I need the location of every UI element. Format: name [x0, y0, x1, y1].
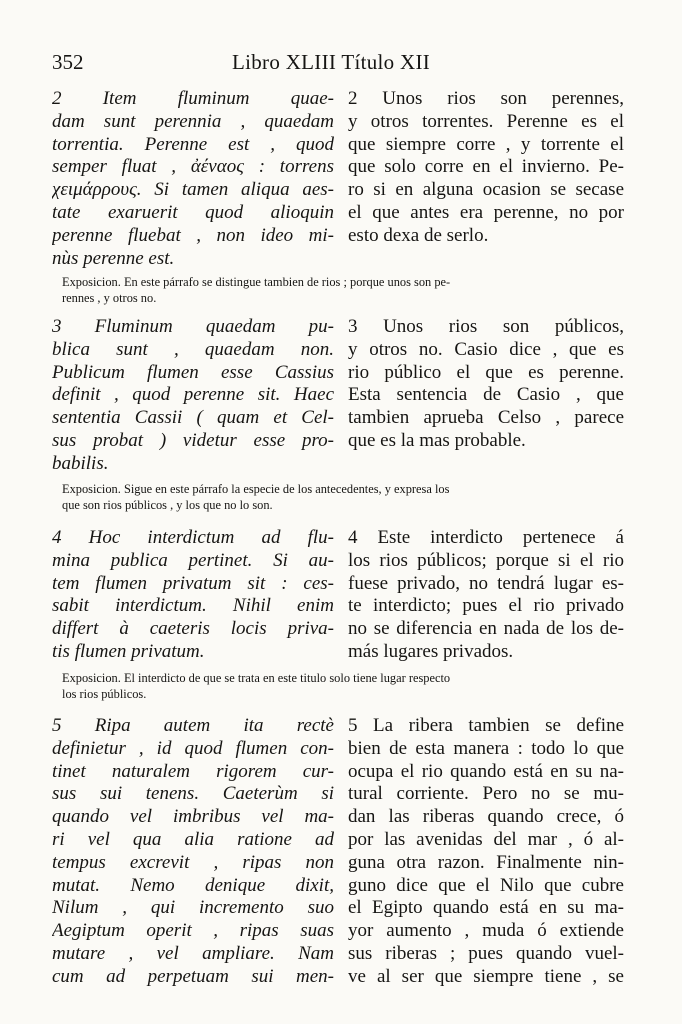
text-line: bien de esta manera : todo lo que — [348, 737, 624, 759]
text-line: definit , quod perenne sit. Haec — [52, 384, 334, 406]
note-line: Exposicion. El interdicto de que se trata en este titulo solo tiene lugar respecto — [62, 671, 451, 685]
text-line: dam sunt perennia , quaedam — [52, 110, 334, 132]
text-line: torrentia. Perenne est , quod — [52, 133, 334, 155]
text-line: rio público el que es perenne. — [348, 361, 624, 383]
spanish-text — [348, 715, 624, 989]
text-line: que solo corre en el invierno. Pe- — [348, 156, 624, 178]
text-line: sus sui tenens. Caeterùm si — [52, 783, 334, 805]
text-line: χειμάρρους. Si tamen aliqua aes- — [52, 179, 334, 201]
note-line: Exposicion. En este párrafo se distingue tambien de rios ; porque unos son pe- — [62, 275, 451, 289]
text-line: sus riberas ; pues quando vuel- — [348, 942, 624, 964]
text-line: por las avenidas del mar , ó al- — [348, 828, 624, 850]
text-line: 5 Ripa autem ita rectè — [52, 715, 334, 736]
spanish-text — [348, 88, 624, 248]
text-line: más lugares privados. — [348, 640, 514, 662]
text-line: tate exaruerit quod alioquin — [52, 201, 334, 223]
text-line: tambien aprueba Celso , parece — [348, 407, 624, 429]
exposicion-note — [62, 275, 624, 306]
text-line: el que antes era perenne, no por — [348, 201, 624, 223]
text-line: 4 Este interdicto pertenece á — [348, 527, 624, 548]
text-line: Esta sentencia de Casio , que — [348, 384, 624, 406]
text-line: Publicum flumen esse Cassius — [52, 361, 334, 383]
page-number: 352 — [52, 50, 84, 74]
text-line: Aegiptum operit , ripas suas — [52, 920, 334, 942]
text-line: semper fluat , ἀέναος : torrens — [52, 156, 334, 178]
running-title: Libro XLIII Título XII — [232, 50, 431, 74]
text-line: perenne fluebat , non ideo mi- — [52, 224, 334, 246]
text-line: que siempre corre , y torrente el — [348, 133, 624, 155]
latin-text — [52, 715, 334, 989]
text-line: fuese privado, no tendrá lugar es- — [348, 572, 624, 594]
text-line: ro si en alguna ocasion se secase — [348, 179, 624, 201]
spanish-text — [348, 527, 624, 664]
text-line: tem flumen privatum sit : ces- — [52, 572, 334, 594]
text-line: tis flumen privatum. — [52, 640, 205, 662]
exposicion-note — [62, 671, 624, 702]
text-line: esto dexa de serlo. — [348, 224, 489, 246]
text-line: sus probat ) videtur esse pro- — [52, 429, 334, 451]
text-line: dan las riberas quando crece, ó — [348, 806, 624, 828]
latin-text — [52, 316, 334, 476]
exposicion-note — [62, 482, 624, 513]
text-line: cum ad perpetuam sui men- — [52, 965, 334, 987]
latin-text — [52, 88, 334, 270]
text-line: y otros no. Casio dice , que es — [348, 338, 624, 360]
text-line: mina publica pertinet. Si au- — [52, 549, 334, 571]
text-line: mutare , vel ampliare. Nam — [52, 942, 334, 964]
text-line: sententia Cassii ( quam et Cel- — [52, 407, 334, 429]
text-line: Nilum , qui incremento suo — [52, 897, 334, 919]
text-line: los rios públicos; porque si el rio — [348, 549, 624, 571]
text-line: ve al ser que siempre tiene , se — [348, 965, 624, 987]
text-line: te interdicto; pues el rio privado — [348, 595, 624, 617]
text-line: guna otra razon. Finalmente nin- — [348, 851, 624, 873]
text-line: tinet naturalem rigorem cur- — [52, 760, 334, 782]
page-header — [52, 50, 622, 80]
note-line: que son rios públicos , y los que no lo son. — [62, 497, 273, 512]
text-line: tural corriente. Pero no se mu- — [348, 783, 624, 805]
text-line: el Egipto quando está en su ma- — [348, 897, 624, 919]
text-line: sabit interdictum. Nihil enim — [52, 595, 334, 617]
text-line: blica sunt , quaedam non. — [52, 338, 334, 360]
text-line: yor aumento , muda ó extiende — [348, 920, 624, 942]
text-line: nùs perenne est. — [52, 247, 175, 269]
text-line: no se diferencia en nada de los de- — [348, 618, 624, 640]
text-line: ri vel qua alia ratione ad — [52, 828, 334, 850]
text-line: ocupa el rio quando está en su na- — [348, 760, 624, 782]
text-line: babilis. — [52, 452, 109, 474]
text-line: 3 Unos rios son públicos, — [348, 316, 624, 337]
text-line: guno dice que el Nilo que cubre — [348, 874, 624, 896]
text-line: 2 Item fluminum quae- — [52, 88, 334, 109]
text-line: que es la mas probable. — [348, 429, 526, 451]
text-line: 3 Fluminum quaedam pu- — [52, 316, 334, 337]
latin-text — [52, 527, 334, 664]
text-line: tempus excrevit , ripas non — [52, 851, 334, 873]
spanish-text — [348, 316, 624, 453]
text-line: differt à caeteris locis priva- — [52, 618, 334, 640]
text-line: 5 La ribera tambien se define — [348, 715, 624, 736]
text-line: 2 Unos rios son perennes, — [348, 88, 624, 109]
note-line: Exposicion. Sigue en este párrafo la especie de los antecedentes, y expresa los — [62, 482, 450, 496]
note-line: los rios públicos. — [62, 686, 147, 701]
text-line: quando vel imbribus vel ma- — [52, 806, 334, 828]
text-line: y otros torrentes. Perenne es el — [348, 110, 624, 132]
text-line: definietur , id quod flumen con- — [52, 737, 334, 759]
text-line: mutat. Nemo denique dixit, — [52, 874, 334, 896]
note-line: rennes , y otros no. — [62, 290, 157, 305]
text-line: 4 Hoc interdictum ad flu- — [52, 527, 334, 548]
